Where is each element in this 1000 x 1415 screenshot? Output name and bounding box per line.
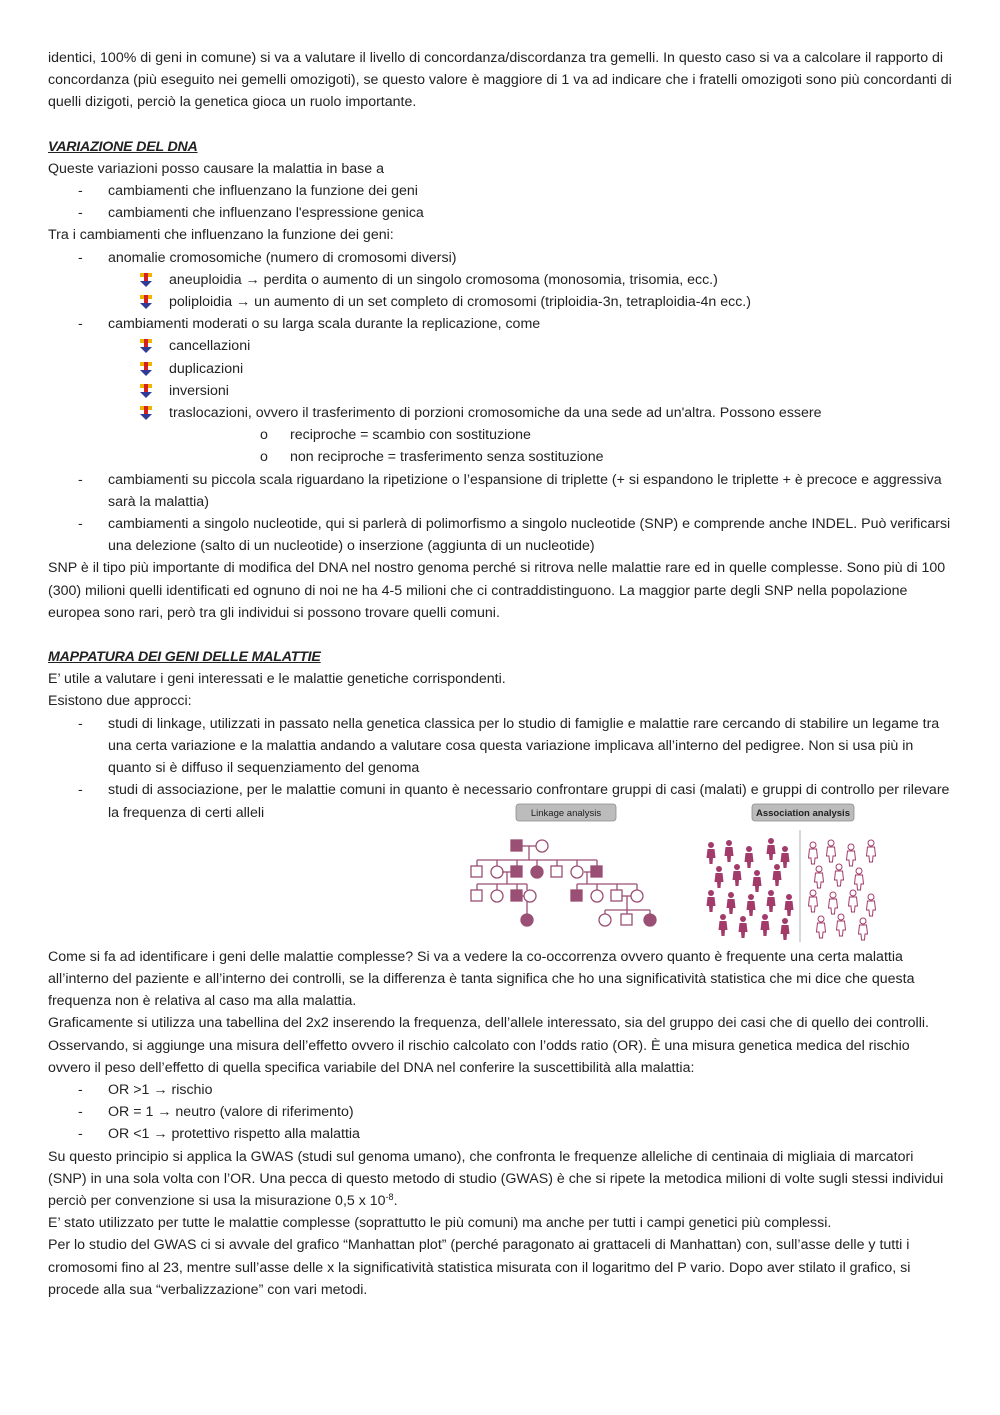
causes-list <box>48 180 954 224</box>
intro-paragraph: identici, 100% di geni in comune) si va a valutare il livello di concordanza/discordanza tra gemelli. In questo caso si va a calcolare il rapporto di concordanza (più eseguito nei gemelli omozigoti), se questo valore è maggiore di 1 va ad indicare che i fratelli omozigoti sono più concordanti di quelli dizigoti, perciò la genetica gioca un ruolo importante. <box>48 50 952 111</box>
sub-list-item: inversioni <box>48 380 954 402</box>
complex-genes-paragraph: Come si fa ad identificare i geni delle malattie complesse? Si va a vedere la co-occorrenza ovvero quanto è frequente una certa malattia all’interno del paziente e all’interno dei controlli, se la differenza è tanta significa che ho una significatività statistica che mi dice che questa frequenza non è relativa al caso ma alla malattia. <box>48 948 915 1010</box>
list-item <box>48 247 954 314</box>
odds-ratio-list <box>48 1079 954 1146</box>
linkage-association-figure <box>462 802 882 946</box>
pedigree-chart <box>471 840 656 926</box>
gwas-usage-paragraph: E’ stato utilizzato per tutte le malattie complesse (soprattutto le più comuni) ma anche per tutti i campi genetici più complessi. <box>48 1215 832 1232</box>
function-intro: Tra i cambiamenti che influenzano la funzione dei geni: <box>48 227 394 244</box>
arrow-bullet-icon <box>140 339 152 353</box>
list-item-association: - studi di associazione, per le malattie comuni in quanto è necessario confrontare gruppi di casi (malati) e gruppi di controllo per rilevare la frequenza di certi alleli <box>48 779 954 823</box>
list-item-linkage: - studi di linkage, utilizzati in passato nella genetica classica per lo studio di famiglie e malattie rare cercando di stabilire un legame tra una certa variazione e la malattia andando a valutare cosa questa variazione implicava all’interno del pedigree. Non si usa più in quanto si è diffuso il sequenziamento del genoma <box>48 713 954 780</box>
list-item: - cambiamenti a singolo nucleotide, qui si parlerà di polimorfismo a singolo nucleotide (SNP) e comprende anche INDEL. Può verificarsi una delezione (salto di un nucleotide) o inserzione (aggiunta di un nucleotide) <box>48 513 954 557</box>
sub-list-item: cancellazioni <box>48 335 954 357</box>
arrow-bullet-icon <box>140 362 152 376</box>
mapping-lead-2: Esistono due approcci: <box>48 693 192 710</box>
snp-paragraph: SNP è il tipo più importante di modifica del DNA nel nostro genoma perché si ritrova nelle malattie rare ed in quelle complesse. Sono più di 100 (300) milioni quelli identificati ed ognuno di noi ne ha 4-5 milioni che ci contraddistinguono. La maggior parte degli SNP nella popolazione europea sono rari, però tra gli individui si possono trovare quelli comuni. <box>48 560 946 621</box>
sub-list-item: duplicazioni <box>48 358 954 380</box>
section-lead: Queste variazioni posso causare la malattia in base a <box>48 160 384 177</box>
list-item: - cambiamenti che influenzano la funzione dei geni <box>48 180 954 202</box>
list-item: - OR = 1 → neutro (valore di riferimento) <box>48 1101 954 1123</box>
variation-list <box>48 247 954 558</box>
list-item: - OR <1 → protettivo rispetto alla malattia <box>48 1123 954 1145</box>
arrow-bullet-icon <box>140 273 152 287</box>
manhattan-plot-paragraph: Per lo studio del GWAS ci si avvale del grafico “Manhattan plot” (perché paragonato ai grattaceli di Manhattan) con, sull’asse delle y tutti i cromosomi fino al 23, mentre sull’asse delle x la significatività statistica misurata con il logaritmo del P vario. Dopo aver stilato il grafico, si procede alla sua “verbalizzazione” con vari metodi. <box>48 1237 911 1298</box>
list-item <box>48 313 954 468</box>
association-label: Association analysis <box>756 807 850 819</box>
sub-list-item: traslocazioni, ovvero il trasferimento di porzioni cromosomiche da una sede ad un'altra. Possono essere o reciproche = scambio con sostituzione o non reciproche = trasferimento senza sostituzione <box>48 402 954 469</box>
section-title-dna-variation: VARIAZIONE DEL DNA <box>48 138 198 155</box>
cases-group <box>707 838 794 940</box>
arrow-bullet-icon <box>140 295 152 309</box>
odds-ratio-paragraph: Graficamente si utilizza una tabellina del 2x2 inserendo la frequenza, dell’allele interessato, sia del gruppo dei casi che di quello dei controlli. Osservando, si aggiunge una misura dell’effetto ovvero il rischio calcolato con l’odds ratio (OR). È una misura genetica medica del rischio ovvero il peso dell’effetto di quella specifica variabile del DNA nel conferire la suscettibilità alla malattia: <box>48 1015 929 1076</box>
list-item: - cambiamenti che influenzano l'espressione genica <box>48 202 954 224</box>
sub-list-item: aneuploidia → perdita o aumento di un singolo cromosoma (monosomia, trisomia, ecc.) <box>48 269 954 291</box>
sub-list-item: poliploidia → un aumento di un set completo di cromosomi (triploidia-3n, tetraploidia-4n ecc.) <box>48 291 954 313</box>
arrow-bullet-icon <box>140 406 152 420</box>
sub-sub-list-item: o reciproche = scambio con sostituzione <box>109 424 954 446</box>
list-item: - OR >1 → rischio <box>48 1079 954 1101</box>
item-large-scale: cambiamenti moderati o su larga scala durante la replicazione, come <box>108 316 541 333</box>
item-chromosomal: anomalie cromosomiche (numero di cromosomi diversi) <box>108 249 457 266</box>
sub-sub-list-item: o non reciproche = trasferimento senza sostituzione <box>109 446 954 468</box>
figure-row <box>48 802 954 946</box>
arrow-bullet-icon <box>140 384 152 398</box>
gwas-paragraph: Su questo principio si applica la GWAS (studi sul genoma umano), che confronta le frequenze alleliche di centinaia di migliaia di marcatori (SNP) in una sola volta con l’OR. Una pecca di questo metodo di studio (GWAS) è che si ripete la metodica milioni di volte sugli stessi individui perciò per convenzione si usa la misurazione 0,5 x $10^{-8}$. <box>48 1148 944 1209</box>
section-title-gene-mapping: MAPPATURA DEI GENI DELLE MALATTIE <box>48 649 321 666</box>
mapping-lead-1: E’ utile a valutare i geni interessati e le malattie genetiche corrispondenti. <box>48 671 506 688</box>
linkage-label: Linkage analysis <box>530 807 602 819</box>
document-page <box>48 47 954 1301</box>
list-item: - cambiamenti su piccola scala riguardano la ripetizione o l’espansione di triplette (+ si espandono le triplette + è precoce e aggressiva sarà la malattia) <box>48 469 954 513</box>
controls-group <box>809 840 876 940</box>
